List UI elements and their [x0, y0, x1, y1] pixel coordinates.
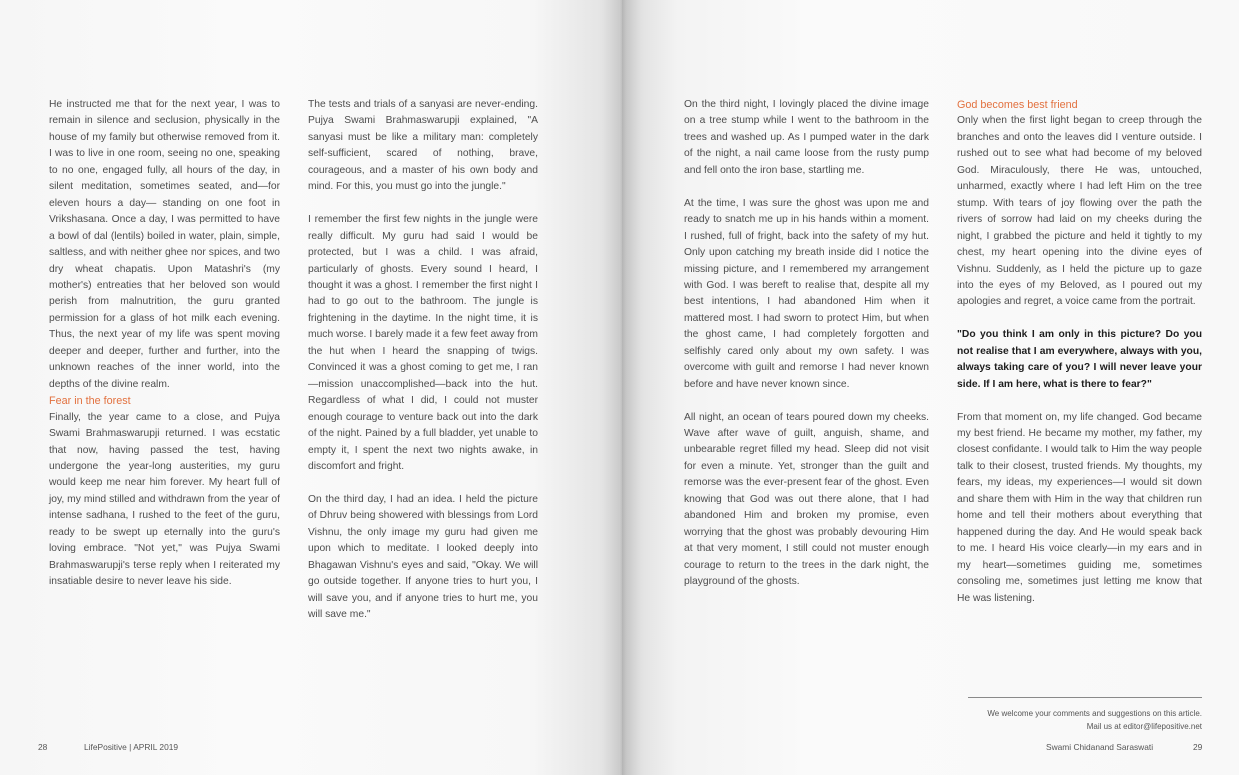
body-paragraph: All night, an ocean of tears poured down my cheeks. Wave after wave of guilt, anguish, shame, and unbearable regret filled my head. Sleep did not visit for even a minute. Yet, stronger than the guilt and remorse was the ever-present fear of the ghost. Even knowing that God was out there alone, that I had abandoned Him and broken my promise, even worrying that the ghost was probably devouring Him at that very moment, I still could not muster enough courage to return to the trees in the dark night, the playground of the ghosts. [684, 411, 929, 588]
comments-note [987, 707, 1202, 733]
body-paragraph: On the third day, I had an idea. I held the picture of Dhruv being showered with blessings from Lord Vishnu, the only image my guru had given me upon which to meditate. I looked deeply into Bhagawan Vishnu's eyes and said, "Okay. We will go outside together. If anyone tries to hurt you, I will save you, and if anyone tries to hurt me, you will save me." [308, 493, 538, 621]
left-column-2 [308, 97, 538, 623]
note-divider [968, 697, 1202, 698]
body-paragraph: On the third night, I lovingly placed the divine image on a tree stump while I went to the bathroom in the trees and washed up. As I pumped water in the dark of the night, a nail came loose from the rusty pump and fell onto the iron base, startling me. [684, 99, 929, 176]
body-paragraph: At the time, I was sure the ghost was upon me and ready to snatch me up in his hands within a moment. I rushed, full of fright, back into the safety of my hut. Only upon catching my breath inside did I notice the missing picture, and I remembered my arrangement with God. I was bereft to realise that, despite all my best intentions, I had abandoned Him when it mattered most. I had sworn to protect Him, but when the ghost came, I had completely forgotten and selfishly cared only about my own safety. I was overcome with guilt and remorse I had never known before and have never known since. [684, 197, 929, 390]
page-number-left: 28 [38, 742, 48, 752]
comments-note-line: We welcome your comments and suggestions on this article. [987, 709, 1202, 718]
body-paragraph: Finally, the year came to a close, and Pujya Swami Brahmaswarupji returned. I was ecstatic that now, having passed the test, having undergone the year-long austerities, my guru would keep me near him forever. My heart full of joy, my mind stilled and withdrawn from the year of intense sadhana, I rushed to the feet of the guru, ready to be swept up eternally into the guru's loving embrace. "Not yet," was Pujya Swami Brahmaswarupji's terse reply when I reiterated my insatiable desire to never leave his side. [49, 411, 280, 588]
pull-quote: "Do you think I am only in this picture? Do you not realise that I am everywhere, always with you, always taking care of you? I will never leave your side. If I am here, what is there to fear?" [957, 329, 1202, 390]
body-paragraph: The tests and trials of a sanyasi are never-ending. Pujya Swami Brahmaswarupji explained, "A sanyasi must be like a military man: completely self-sufficient, scared of nothing, brave, courageous, and a master of his own body and mind. For this, you must go into the jungle." [308, 99, 538, 193]
right-column-2 [957, 97, 1202, 607]
body-paragraph: He instructed me that for the next year, I was to remain in silence and seclusion, physically in the house of my family but otherwise removed from it. I was to live in one room, seeing no one, speaking to no one, engaged fully, all hours of the day, in silent meditation, sometimes seated, and—for eleven hours a day— standing on one foot in Vrikshasana. Once a day, I was permitted to have a bowl of dal (lentils) boiled in water, plain, simple, saltless, and with neither ghee nor spices, and two dry wheat chapatis. Upon Matashri's (my mother's) entreaties that her beloved son would perish from malnutrition, the guru granted permission for a glass of hot milk each evening. Thus, the next year of my life was spent moving deeper and deeper, further and further, into the unknown reaches of the inner world, into the depths of the divine realm. [49, 99, 280, 390]
running-footer-right: Swami Chidanand Saraswati [1046, 742, 1154, 752]
page-number-right: 29 [1193, 742, 1203, 752]
left-column-1 [49, 97, 280, 591]
running-footer-left: LifePositive | APRIL 2019 [84, 742, 179, 752]
email-note-line: Mail us at editor@lifepositive.net [1086, 722, 1202, 731]
section-heading-fear-in-the-forest: Fear in the forest [49, 395, 131, 408]
spine-shadow [600, 0, 644, 775]
right-column-1 [684, 97, 929, 591]
section-heading-god-becomes-best-friend: God becomes best friend [957, 99, 1078, 111]
body-paragraph: From that moment on, my life changed. God became my best friend. He became my mother, my father, my closest confidante. I would talk to Him the way people talk to their closest, trusted friends. My thoughts, my fears, my ideas, my experiences—I would sit down and share them with Him in the way that children run home and tell their mothers about everything that happened during the day. And He would speak back to me. I heard His voice clearly—in my ears and in my heart—sometimes guiding me, sometimes consoling me, sometimes just letting me know that He was listening. [957, 411, 1202, 604]
body-paragraph: Only when the first light began to creep through the branches and onto the leaves did I venture outside. I rushed out to see what had become of my beloved God. Miraculously, there He was, untouched, unharmed, exactly where I had left Him on the tree stump. With tears of joy flowing over the path the rivers of sorrow had laid on my cheeks during the night, I grabbed the picture and held it tightly to my chest, my heart opening into the divine eyes of Vishnu. Suddenly, as I held the picture up to gaze into the eyes of my Beloved, as I poured out my apologies and regret, a voice came from the portrait. [957, 115, 1202, 308]
body-paragraph: I remember the first few nights in the jungle were really difficult. My guru had said I would be protected, but I was a child. I was afraid, particularly of ghosts. Every sound I heard, I thought it was a ghost. I remember the first night I had to go out to the bathroom. The jungle is frightening in the daytime. In the night time, it is much worse. I barely made it a few feet away from the hut when I heard the snapping of twigs. Convinced it was a ghost coming to get me, I ran—mission unaccomplished—back into the hut. Regardless of what I did, I could not muster enough courage to venture back out into the dark of the night. Pained by a full bladder, yet unable to empty it, I spent the next two nights awake, in discomfort and fright. [308, 214, 538, 472]
